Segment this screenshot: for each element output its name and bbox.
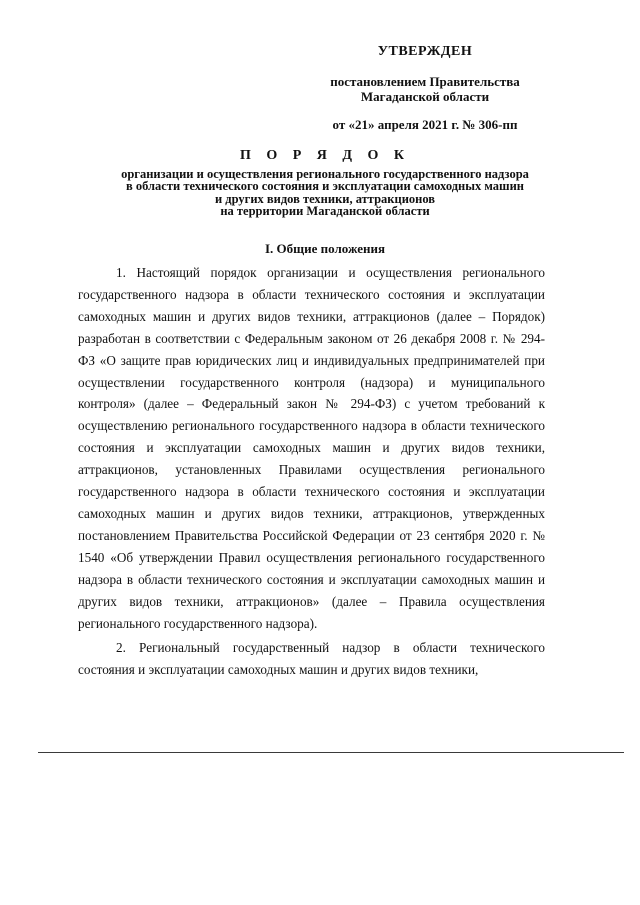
approval-title: УТВЕРЖДЕН	[377, 44, 473, 59]
document-subtitle-line: и других видов техники, аттракционов	[214, 191, 436, 206]
document-subtitle-line: на территории Магаданской области	[220, 204, 430, 218]
document-heading: П О Р Я Д О К	[239, 148, 411, 163]
page-divider	[38, 752, 624, 753]
approval-date: от «21» апреля 2021 г. № 306-пп	[332, 117, 518, 132]
paragraph: 2. Региональный государственный надзор в области технического состояния и эксплуатации самоходных машин и других видов техники,	[78, 640, 545, 678]
approval-stamp	[300, 44, 550, 132]
paragraph: 1. Настоящий порядок организации и осуществления регионального государственного надзора в области технического состояния и эксплуатации самоходных машин и других видов техники, аттракционов (далее – Порядок) разработан в соответствии с Федеральным законом от 26 декабря 2008 г. № 294-ФЗ «О защите прав юридических лиц и индивидуальных предпринимателей при осуществлении государственного контроля (надзора) и муниципального контроля» (далее – Федеральный закон № 294-ФЗ) с учетом требований к осуществлению регионального государственного надзора в области технического состояния и эксплуатации самоходных машин и других видов техники, аттракционов, установленных Правилами осуществления регионального государственного надзора в области технического состояния и эксплуатации самоходных машин и других видов техники, аттракционов, утвержденных постановлением Правительства Российской Федерации от 23 сентября 2020 г. № 1540 «Об утверждении Правил осуществления регионального государственного надзора в области технического состояния и эксплуатации самоходных машин и других видов техники, аттракционов» (далее – Правила осуществления регионального государственного надзора).	[78, 265, 545, 631]
section-heading: I. Общие положения	[265, 241, 385, 256]
approval-line-2: Магаданской области	[360, 89, 490, 104]
document-subtitle-line: в области технического состояния и эксплуатации самоходных машин	[125, 179, 525, 193]
approval-line-1: постановлением Правительства	[330, 74, 520, 89]
document-body	[78, 262, 545, 681]
document-subtitle-line: организации и осуществления регионального государственного надзора	[121, 166, 529, 181]
document-title	[60, 150, 590, 218]
